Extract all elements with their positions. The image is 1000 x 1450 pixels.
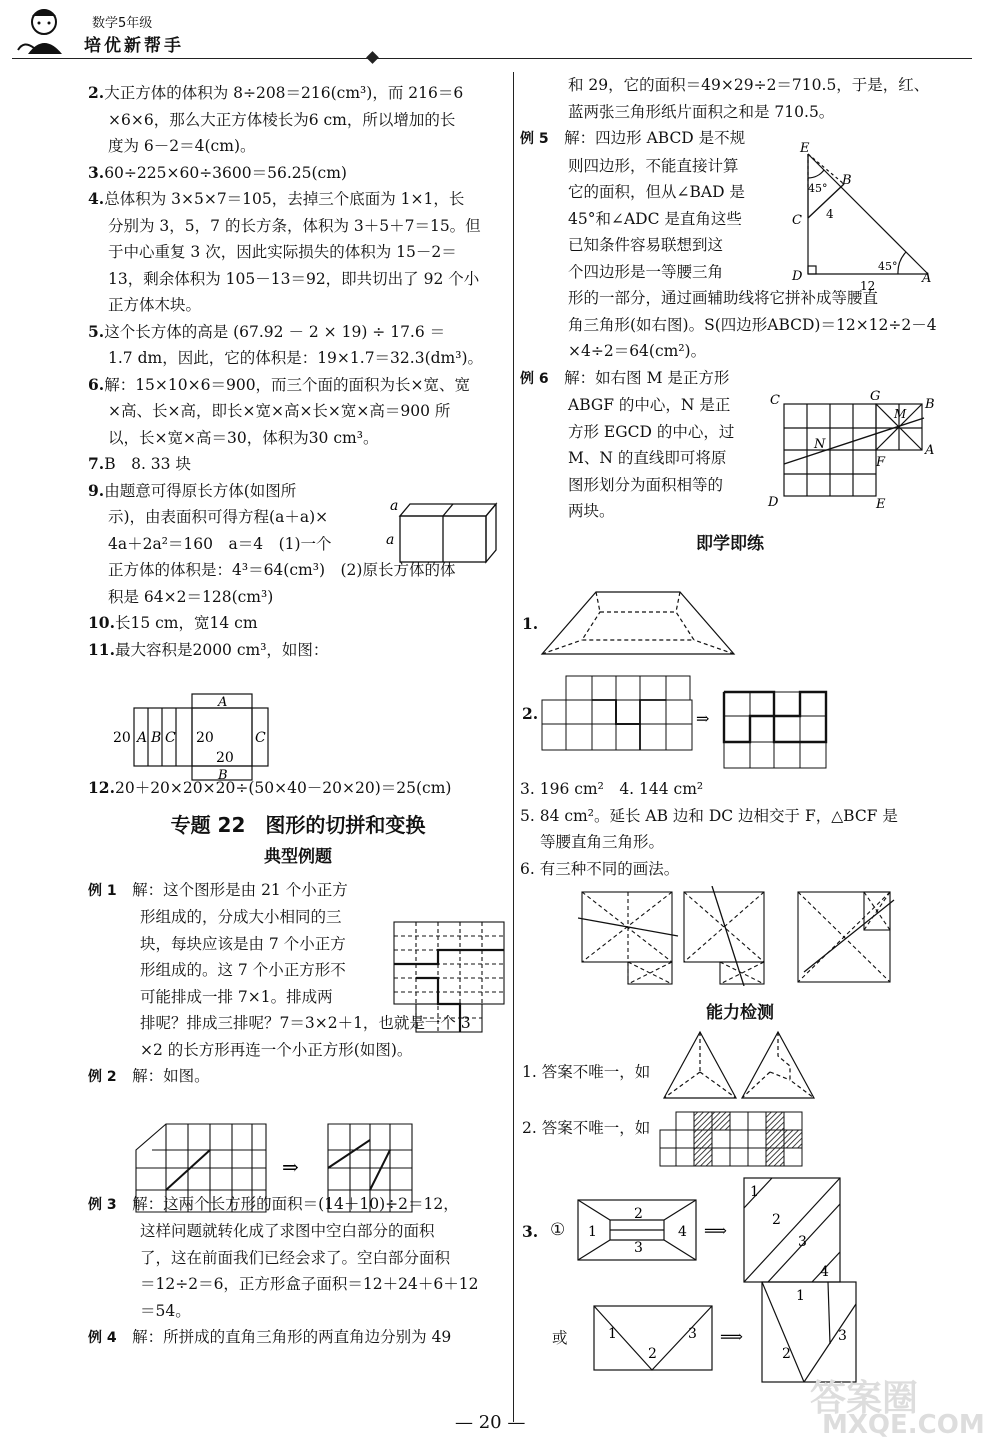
practice-6: 6. 有三种不同的画法。 xyxy=(520,859,680,878)
page-header xyxy=(0,0,1000,70)
ex4-continued: 蓝两张三角形纸片面积之和是 710.5。 xyxy=(568,102,835,121)
example-3-line: ＝12÷2＝6，正方形盒子面积＝12＋24＋6＋12 xyxy=(140,1275,479,1293)
arrow-icon: ⟹ xyxy=(720,1327,743,1346)
fig5-angle: 45° xyxy=(808,182,828,195)
answer-6-line: 以，长×宽×高＝30，体积为30 cm³。 xyxy=(108,428,379,447)
example-6-line: 图形划分为面积相等的 xyxy=(568,475,724,494)
fig5-label-e: E xyxy=(800,141,810,156)
example-3-line: ＝54。 xyxy=(140,1301,191,1320)
example-5-line: ×4÷2＝64(cm²)。 xyxy=(568,342,707,360)
fig3b-label: 2 xyxy=(648,1346,657,1362)
mascot-logo-icon xyxy=(14,4,84,60)
figure-ability-1 xyxy=(660,1030,820,1102)
answer-9-line: 正方体的体积是：4³＝64(cm³) (2)原长方体的体 xyxy=(108,561,456,579)
practice-5-line: 等腰直角三角形。 xyxy=(540,833,665,851)
column-divider xyxy=(513,72,514,1422)
fig3a-label: 3 xyxy=(634,1240,643,1256)
answer-2: 2.大正方体的体积为 8÷208＝216(cm³)，而 216＝6 xyxy=(88,83,464,102)
fig5-label-d: D xyxy=(792,269,803,284)
fig9-label-a: a xyxy=(386,532,395,548)
answer-10: 10.长15 cm，宽14 cm xyxy=(88,613,258,632)
answer-3: 3.60÷225×60÷3600＝56.25(cm) xyxy=(88,162,347,182)
fig6-label: G xyxy=(870,389,881,404)
example-6-line: M、N 的直线即可将原 xyxy=(568,449,727,467)
practice-3-4: 3. 196 cm² 4. 144 cm² xyxy=(520,780,704,798)
header-title: 培优新帮手 xyxy=(84,36,184,56)
or-label: 或 xyxy=(552,1329,568,1347)
page-number: — 20 — xyxy=(455,1412,526,1433)
section-ability: 能力检测 xyxy=(706,1003,774,1023)
topic-title: 专题 22 图形的切拼和变换 xyxy=(170,812,426,837)
example-1-line: 可能排成一排 7×1。排成两 xyxy=(140,987,333,1006)
fig5-label-a: A xyxy=(922,271,932,286)
figure-practice-2 xyxy=(540,672,830,772)
example-6: 例 6 解：如右图 M 是正方形 xyxy=(520,368,730,387)
answer-4: 4.总体积为 3×5×7＝105，去掉三个底面为 1×1，长 xyxy=(88,189,465,208)
arrow-icon: ⇒ xyxy=(696,709,710,728)
header-divider xyxy=(12,58,972,59)
fig5-label-12: 12 xyxy=(860,279,876,292)
answer-9-line: 4a＋2a²＝160 a＝4 (1)一个 xyxy=(108,534,332,553)
practice-1-label: 1. xyxy=(522,614,539,633)
fig11-label: C xyxy=(165,730,176,746)
fig6-label: F xyxy=(876,455,886,470)
figure-ex6 xyxy=(764,388,944,512)
example-6-line: 方形 EGCD 的中心，过 xyxy=(568,422,735,441)
ability-3-circle: ① xyxy=(550,1220,566,1240)
fig6-label: B xyxy=(925,397,935,412)
example-1-line: 形组成的，分成大小相同的三 xyxy=(140,908,342,926)
example-3-line: 了，这在前面我们已经会求了。空白部分面积 xyxy=(140,1248,451,1267)
fig3b-label: 3 xyxy=(838,1328,847,1344)
answer-5: 5.这个长方体的高是 (67.92 － 2 × 19) ÷ 17.6 ＝ xyxy=(88,321,446,341)
fig3b-label: 2 xyxy=(782,1346,791,1362)
example-1: 例 1 解：这个图形是由 21 个小正方 xyxy=(88,880,348,899)
ability-1: 1. 答案不唯一，如 xyxy=(522,1063,651,1081)
section-typical: 典型例题 xyxy=(264,847,332,867)
example-1-line: 块，每块应该是由 7 个小正方 xyxy=(140,934,346,953)
fig11-label: 20 xyxy=(113,730,131,746)
figure-ex5-triangle xyxy=(786,140,936,292)
figure-ex1-grid xyxy=(390,918,510,1036)
example-1-line: ×2 的长方形再连一个小正方形(如图)。 xyxy=(140,1040,413,1059)
answer-9-line: 示)，由表面积可得方程(a＋a)× xyxy=(108,508,329,526)
fig6-label: A xyxy=(925,443,935,458)
figure-trapezoid xyxy=(540,588,736,658)
fig3b-label: 1 xyxy=(608,1326,617,1342)
answer-2-line: 度为 6－2＝4(cm)。 xyxy=(108,137,256,155)
example-3: 例 3 解：这两个长方形的面积＝(14＋10)÷2＝12， xyxy=(88,1194,459,1213)
example-1-line: 排呢？排成三排呢？7＝3×2＋1，也就是一个 3 xyxy=(140,1014,471,1032)
fig5-label-c: C xyxy=(792,213,802,228)
fig6-label: M xyxy=(894,407,907,421)
example-5-line: 它的面积，但从∠BAD 是 xyxy=(568,183,745,201)
fig11-label: 20 xyxy=(216,750,234,766)
example-4: 例 4 解：所拼成的直角三角形的两直角边分别为 49 xyxy=(88,1328,452,1346)
figure-box-net xyxy=(110,690,280,790)
answer-9: 9.由题意可得原长方体(如图所 xyxy=(88,480,297,500)
figure-cuboid xyxy=(386,496,506,566)
practice-5: 5. 84 cm²。延长 AB 边和 DC 边相交于 F，△BCF 是 xyxy=(520,806,898,825)
example-5-line: 45°和∠ADC 是直角这些 xyxy=(568,209,742,228)
figure-ability-3a xyxy=(576,1176,842,1284)
figure-ability-2 xyxy=(656,1108,806,1168)
diamond-icon xyxy=(366,51,379,64)
answer-2-line: ×6×6，那么大正方体棱长为6 cm，所以增加的长 xyxy=(108,110,456,129)
fig5-label-b: B xyxy=(842,173,852,188)
fig11-label: C xyxy=(255,730,266,746)
arrow-icon: ⇒ xyxy=(282,1155,299,1179)
arrow-icon: ⟹ xyxy=(704,1221,727,1240)
fig11-label: B xyxy=(218,768,228,783)
answer-6: 6.解：15×10×6＝900，而三个面的面积为长×宽、宽 xyxy=(88,374,471,394)
example-5-line: 则四边形，不能直接计算 xyxy=(568,156,739,175)
fig5-angle: 45° xyxy=(878,260,898,273)
figure-ex2 xyxy=(132,1120,432,1218)
header-subtitle: 数学5年级 xyxy=(92,16,153,31)
practice-answers xyxy=(520,776,940,882)
example-5-line: 已知条件容易联想到这 xyxy=(568,236,724,254)
example-5-line: 角三角形(如右图)。S(四边形ABCD)＝12×12÷2－4 xyxy=(568,315,937,334)
example-5-line: 形的一部分，通过画辅助线将它拼补成等腰直 xyxy=(568,289,879,307)
answer-4-line: 分别为 3，5，7 的长方条，体积为 3＋5＋7＝15。但 xyxy=(108,216,481,235)
fig6-label: N xyxy=(814,437,826,452)
example-2: 例 2 解：如图。 xyxy=(88,1067,210,1085)
fig5-label-4: 4 xyxy=(826,207,834,221)
ability-2: 2. 答案不唯一，如 xyxy=(522,1119,651,1137)
watermark-url: MXQE.COM xyxy=(822,1410,985,1440)
watermark-logo: 答案圈 xyxy=(810,1378,919,1419)
answer-5-line: 1.7 dm，因此，它的体积是：19×1.7＝32.3(dm³)。 xyxy=(108,349,483,367)
answer-7: 7.B 8. 33 块 xyxy=(88,454,191,473)
example-1-line: 形组成的。这 7 个小正方形不 xyxy=(140,961,346,979)
section-practice: 即学即练 xyxy=(696,533,764,554)
fig11-label: A xyxy=(137,730,148,746)
example-3-line: 这样问题就转化成了求图中空白部分的面积 xyxy=(140,1222,435,1240)
ability-3: 3. xyxy=(522,1222,539,1241)
example-5: 例 5 解：四边形 ABCD 是不规 xyxy=(520,129,746,147)
fig3a-label: 3 xyxy=(798,1234,807,1250)
fig3b-label: 3 xyxy=(688,1326,697,1342)
example-5-line: 个四边形是一等腰三角 xyxy=(568,262,724,281)
fig11-label: A xyxy=(218,695,228,710)
answer-4-line: 正方体木块。 xyxy=(108,296,202,314)
fig11-label: B xyxy=(151,730,162,746)
fig3a-label: 1 xyxy=(750,1184,759,1200)
example-6-line: 两块。 xyxy=(568,502,615,520)
fig9-label-a: a xyxy=(390,498,399,514)
fig3a-label: 2 xyxy=(772,1212,781,1228)
answer-4-line: 13，剩余体积为 105－13＝92，即共切出了 92 个小 xyxy=(108,269,480,288)
answer-12: 12.20＋20×20×20÷(50×40－20×20)＝25(cm) xyxy=(88,778,452,797)
figure-practice-6 xyxy=(578,886,898,986)
fig3a-label: 2 xyxy=(634,1206,643,1222)
fig3a-label: 1 xyxy=(588,1224,597,1240)
fig6-label: D xyxy=(768,495,779,510)
fig3b-label: 1 xyxy=(796,1288,805,1304)
fig6-label: C xyxy=(770,393,780,408)
fig6-label: E xyxy=(876,497,886,512)
answer-6-line: ×高、长×高，即长×宽×高×长×宽×高＝900 所 xyxy=(108,402,451,420)
ex4-continued: 和 29，它的面积＝49×29÷2＝710.5，于是，红、 xyxy=(568,76,930,94)
fig3a-label: 4 xyxy=(678,1224,687,1240)
fig11-label: 20 xyxy=(196,730,214,746)
example-6-line: ABGF 的中心，N 是正 xyxy=(568,396,731,414)
answer-4-line: 于中心重复 3 次，因此实际损失的体积为 15－2＝ xyxy=(108,243,457,261)
answer-9-line: 积是 64×2＝128(cm³) xyxy=(108,587,274,606)
fig3a-label: 4 xyxy=(820,1264,829,1280)
answer-11: 11.最大容积是2000 cm³，如图： xyxy=(88,639,329,659)
practice-2-label: 2. xyxy=(522,704,539,723)
